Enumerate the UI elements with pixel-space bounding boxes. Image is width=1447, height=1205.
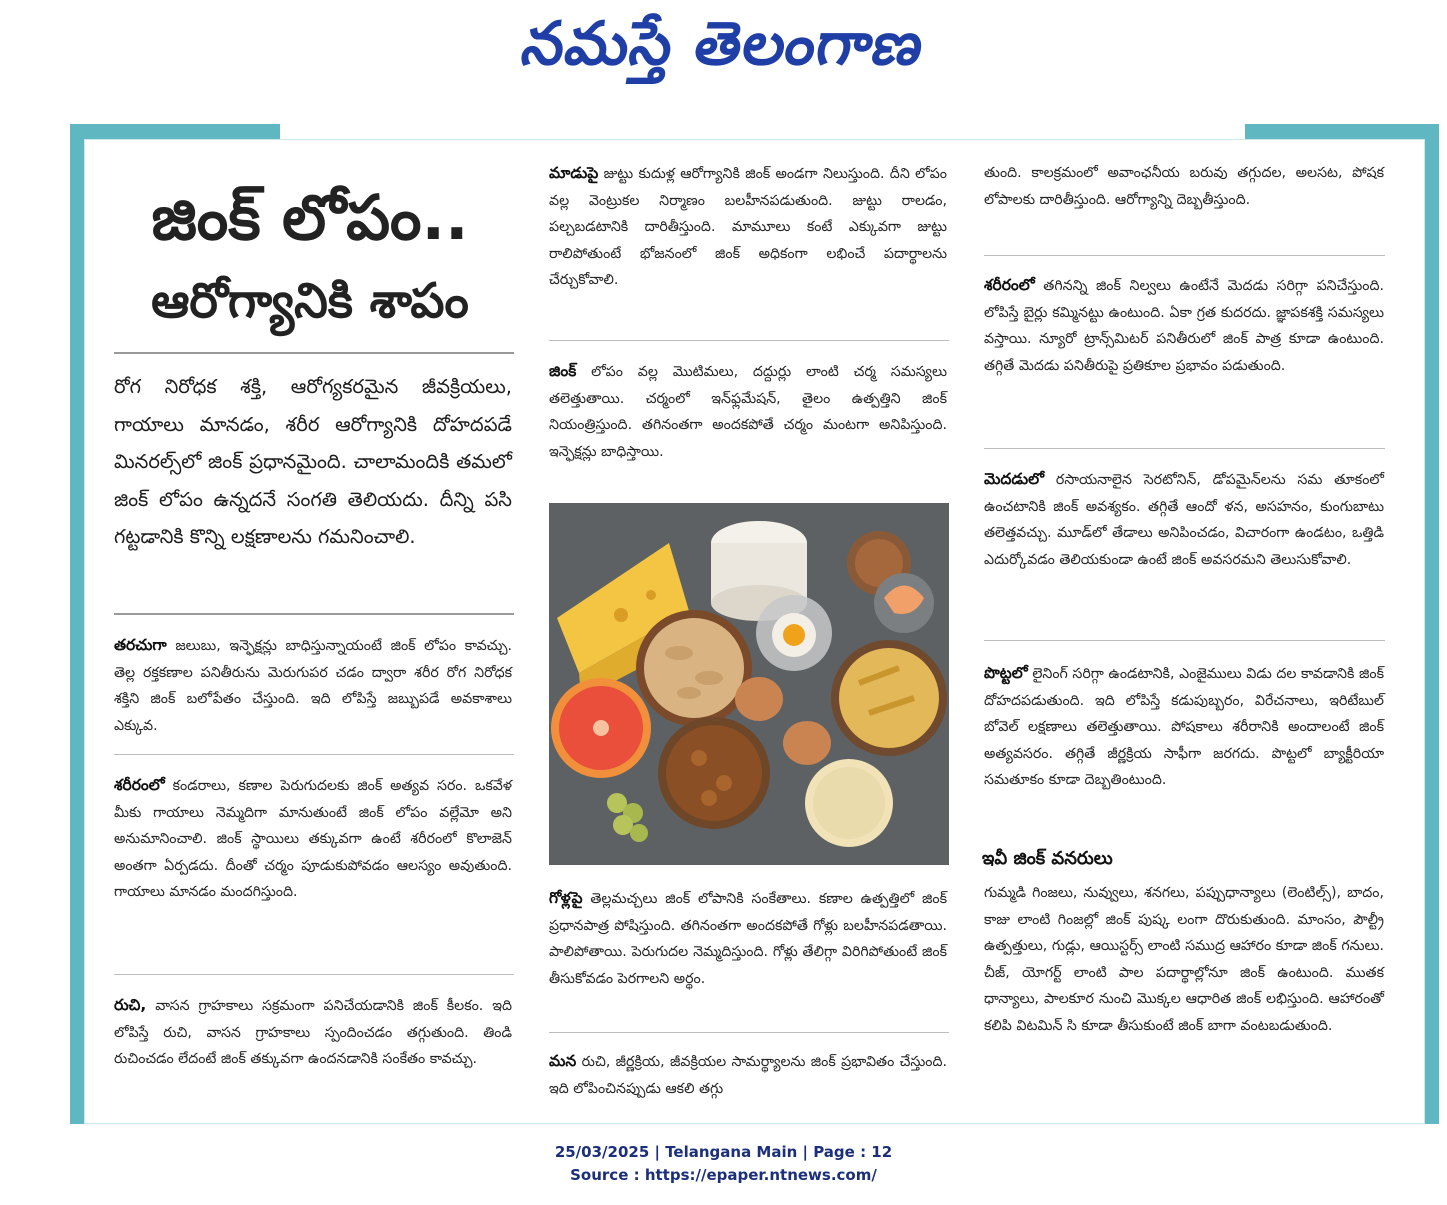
para-text: తగినన్ని జింక్ నిల్వలు ఉంటేనే మెదడు సరిగ్గా పనిచేస్తుంది. లోపిస్తే బైర్లు కమ్మినట్టు ఉంటుంది. ఏకా గ్రత కుదరదు. జ్ఞాపకశక్తి సమస్యలు వస్తాయి. న్యూరో ట్రాన్స్‌మిటర్ పనితీరులో జింక్ పాత్ర కూడా ఉంటుంది. తగ్గితే మెదడు పనితీరుపై ప్రతికూల ప్రభావం పడుతుంది. [984, 278, 1384, 374]
col1-rule-1 [114, 754, 514, 755]
zinc-foods-illustration [549, 503, 949, 865]
intro-rule [114, 613, 514, 615]
frame-right-bar [1425, 124, 1439, 1124]
para-lead: శరీరంలో [114, 776, 165, 794]
para-lead: పొట్టలో [984, 664, 1028, 682]
intro-paragraph: రోగ నిరోధక శక్తి, ఆరోగ్యకరమైన జీవక్రియలు, గాయాలు మానడం, శరీర ఆరోగ్యానికి దోహదపడే మినరల్స్‌లో జింక్ ప్రధానమైంది. చాలామందికి తమలో జింక్ లోపం ఉన్నదనే సంగతి తెలియదు. దీన్ని పసి గట్టడానికి కొన్ని లక్షణాలను గమనించాలి. [114, 375, 512, 548]
para-text: వాసన గ్రాహకాలు సక్రమంగా పనిచేయడానికి జింక్ కీలకం. ఇది లోపిస్తే రుచి, వాసన గ్రాహకాలు స్పందించడం తగ్గుతుంది. తిండి రుచించడం లేదంటే జింక్ తక్కువగా ఉందనడానికి సంకేతం కావచ్చు. [114, 998, 512, 1068]
para-text: కండరాలు, కణాల పెరుగుదలకు జింక్ అత్యవ సరం. ఒకవేళ మీకు గాయాలు నెమ్మదిగా మానుతుంటే జింక్ లోపం వల్లేమో అని అనుమానించాలి. జింక్ స్థాయిలు తక్కువగా ఉంటే శరీరంలో కొలాజెన్ అంతగా ఏర్పడదు. దీంతో చర్మం పూడుకుపోవడం ఆలస్యం అవుతుంది. గాయాలు మానడం మందగిస్తుంది. [114, 778, 512, 901]
col2-para-2 [549, 358, 947, 465]
para-lead: శరీరంలో [984, 276, 1035, 294]
headline-line2: ఆరోగ్యానికి శాపం [151, 273, 469, 329]
col3-rule-2 [984, 448, 1385, 449]
sources-heading: ఇవీ జింక్ వనరులు [982, 848, 1113, 869]
para-text: తెల్లమచ్చలు జింక్ లోపానికి సంకేతాలు. కణాల ఉత్పత్తిలో జింక్ ప్రధానపాత్ర పోషిస్తుంది. తగినంతగా అందకపోతే గోళ్లు బలహీనపడతాయి. పాలిపోతాయి. పెరుగుదల నెమ్మదిస్తుంది. గోళ్లు తేలిగ్గా విరిగిపోతుంటే జింక్ తీసుకోవడం పెరగాలని అర్థం. [549, 891, 947, 987]
footer-source-line[interactable]: Source : https://epaper.ntnews.com/ [570, 1166, 877, 1184]
col3-para-3 [984, 466, 1384, 573]
para-text: జుట్టు కుదుళ్ల ఆరోగ్యానికి జింక్ అండగా నిలుస్తుంది. దీని లోపం వల్ల వెంట్రుకల నిర్మాణం బలహీనపడుతుంది. జుట్టు రాలడం, పల్చబడటానికి దారితీస్తుంది. మామూలు కంటే ఎక్కువగా జుట్టు రాలిపోతుంటే భోజనంలో జింక్ అధికంగా లభించే పదార్థాలను చేర్చుకోవాలి. [549, 166, 947, 289]
headline-rule [114, 352, 514, 354]
para-lead: మన [549, 1052, 577, 1070]
footer-date-line: 25/03/2025 | Telangana Main | Page : 12 [554, 1143, 893, 1161]
col1-rule-2 [114, 974, 514, 975]
col3-para-1 [984, 160, 1384, 213]
col2-rule-2 [549, 1032, 949, 1033]
zinc-foods-photo [549, 503, 949, 865]
para-lead: మెదడులో [984, 470, 1045, 488]
col3-para-4 [984, 660, 1384, 794]
para-lead: జింక్ [549, 362, 577, 380]
frame-top-left-bar [70, 124, 280, 139]
masthead-logo: నమస్తే తెలంగాణ [516, 9, 931, 79]
para-text: లైనింగ్ సరిగ్గా ఉండటానికి, ఎంజైములు విడు దల కావడానికి జింక్ దోహదపడుతుంది. ఇది లోపిస్తే కడుపుబ్బరం, విరేచనాలు, ఇరిటేబుల్ బోవెల్ లక్షణాలు తలెత్తుతాయి. పోషకాలు శరీరానికి అందాలంటే జింక్ అత్యవసరం. తగ్గితే జీర్ణక్రియ సాఫీగా జరగదు. పొట్టలో బ్యాక్టీరియా సమతూకం కూడా దెబ్బతింటుంది. [984, 666, 1384, 789]
para-text: లోపం వల్ల మొటిమలు, దద్దుర్లు లాంటి చర్మ సమస్యలు తలెత్తుతాయి. చర్మంలో ఇన్‌ఫ్లమేషన్, తైలం ఉత్పత్తిని జింక్ నియంత్రిస్తుంది. తగినంతగా అందకపోతే చర్మం మంటగా అనిపిస్తుంది. ఇన్ఫెక్షన్లు బాధిస్తాయి. [549, 364, 947, 460]
para-lead: రుచి, [114, 996, 147, 1014]
col2-para-1 [549, 160, 947, 294]
para-text: జలుబు, ఇన్ఫెక్షన్లు బాధిస్తున్నాయంటే జింక్ లోపం కావచ్చు. తెల్ల రక్తకణాల పనితీరును మెరుగుపర చడం ద్వారా శరీర రోగ నిరోధక శక్తిని జింక్ బలోపేతం చేస్తుంది. ఇది లోపిస్తే జబ్బుపడే అవకాశాలు ఎక్కువ. [114, 638, 512, 734]
para-text: రసాయనాలైన సెరటోనిన్, డోపమైన్‌లను సమ తూకంలో ఉంచటానికి జింక్ అవశ్యకం. తగ్గితే ఆందో ళన, అసహనం, కుంగుబాటు తలెత్తవచ్చు. మూడ్‌లో తేడాలు అనిపించడం, విచారంగా ఉండటం, ఒత్తిడి ఎదుర్కోవడం తెలియకుండా ఉంటే జింక్ అవసరమని తెలుసుకోవాలి. [984, 472, 1384, 568]
sources-paragraph: గుమ్మడి గింజలు, నువ్వులు, శనగలు, పప్పుధాన్యాలు (లెంటిల్స్), బాదం, కాజు లాంటి గింజల్లో జింక్ పుష్క లంగా దొరుకుతుంది. మాంసం, పౌల్ట్రీ ఉత్పత్తులు, గుడ్లు, ఆయిస్టర్స్ లాంటి సముద్ర ఆహారం కూడా జింక్ గనులు. చీజ్, యోగర్ట్ లాంటి పాల పదార్థాల్లోనూ జింక్ ఉంటుంది. ముతక ధాన్యాలు, పాలకూర నుంచి మొక్కల ఆధారిత జింక్ లభిస్తుంది. ఆహారంతో కలిపి విటమిన్ సి కూడా తీసుకుంటే జింక్ బాగా వంటబడుతుంది. [984, 885, 1384, 1034]
col3-rule-3 [984, 640, 1385, 641]
col2-para-4 [549, 1048, 947, 1102]
col3-rule-1 [984, 255, 1385, 256]
headline-line1: జింక్ లోపం.. [151, 181, 469, 254]
para-text: తుంది. కాలక్రమంలో అవాంఛనీయ బరువు తగ్గుదల, అలసట, పోషక లోపాలకు దారితీస్తుంది. ఆరోగ్యాన్ని దెబ్బతీస్తుంది. [984, 165, 1384, 208]
para-lead: తరచుగా [114, 636, 167, 654]
frame-left-bar [70, 124, 84, 1124]
para-lead: గోళ్లపై [549, 889, 583, 907]
para-text: రుచి, జీర్ణక్రియ, జీవక్రియల సామర్థ్యాలను జింక్ ప్రభావితం చేస్తుంది. ఇది లోపించినప్పుడు ఆకలి తగ్గు [549, 1054, 947, 1097]
col1-para-3 [114, 992, 512, 1073]
para-lead: మాడుపై [549, 164, 599, 182]
col1-para-1 [114, 632, 512, 739]
col1-para-2 [114, 772, 512, 906]
col2-rule-1 [549, 340, 949, 341]
frame-top-right-bar [1245, 124, 1439, 139]
col2-para-3 [549, 885, 947, 992]
col3-para-2 [984, 272, 1384, 379]
